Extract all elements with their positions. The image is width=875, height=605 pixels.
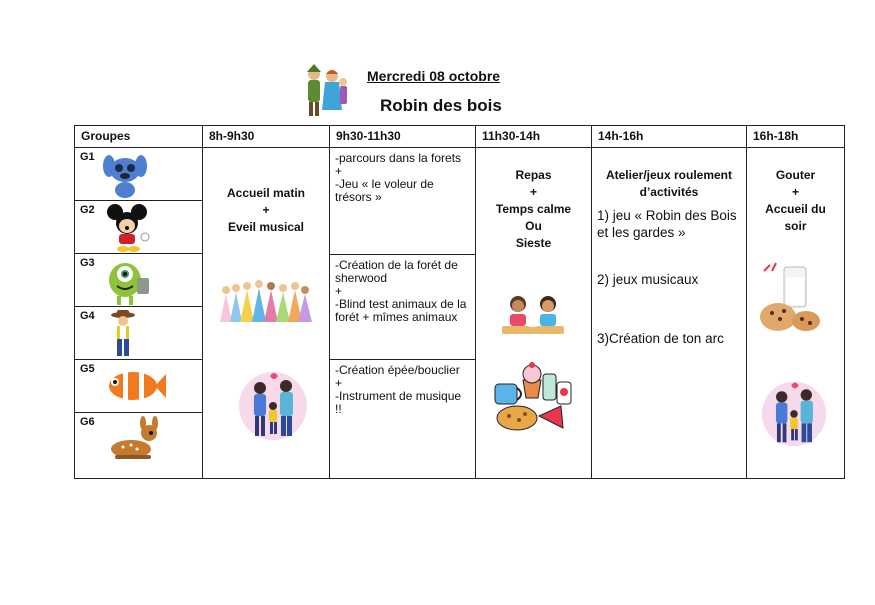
activity-list [592,201,746,347]
activity-line: Ou [525,219,542,233]
cell-11h30 [476,148,592,479]
schedule-table [74,125,845,479]
children-eating-icon [500,292,566,338]
activity-line: + [262,203,270,217]
activity-line: + [529,185,537,199]
activity-line: Temps calme [495,202,572,216]
activity-line: Eveil musical [227,220,305,234]
activity-block-3 [330,360,475,420]
activity-block-1 [330,148,475,255]
activity-item-1: 1) jeu « Robin des Bois et les gardes » [597,208,737,240]
robin-hood-characters-icon [296,62,352,118]
activity-line: + [335,164,343,178]
activity-line: -Blind test animaux de la forét + mîmes animaux [335,297,467,324]
body-row [75,148,845,479]
col-header-groupes: Groupes [75,126,203,148]
activity-line: -Création de la forét de sherwood [335,258,458,285]
cell-8h [203,148,330,479]
col-header-9h30: 9h30-11h30 [330,126,476,148]
cell-16h [747,148,845,479]
activity-line: Sieste [515,236,552,250]
theme-title: Robin des bois [380,96,502,115]
group-g6 [75,413,202,466]
activity-line: d’activités [639,185,699,199]
activity-line: + [335,376,343,390]
activity-line: Atelier/jeux roulement [605,168,733,182]
activity-block-2 [330,255,475,360]
mike-wazowski-icon [103,256,153,306]
cell-14h [592,148,747,479]
cell-9h30 [330,148,476,479]
activity-line: Repas [515,168,552,182]
group-label: G2 [80,204,95,216]
activity-line: -Création épée/bouclier [335,363,460,377]
activity-line: -Instrument de musique !! [335,389,462,416]
stitch-icon [103,150,147,198]
bambi-icon [103,415,167,465]
group-label: G4 [80,310,95,322]
milk-cookies-icon [758,261,834,337]
activity-line: -parcours dans la forets [335,151,462,165]
col-header-8h: 8h-9h30 [203,126,330,148]
activity-line: Accueil matin [226,186,306,200]
group-g5 [75,360,202,413]
group-label: G6 [80,416,95,428]
princesses-icon [218,276,314,324]
col-header-14h: 14h-16h [592,126,747,148]
activity-line: + [791,185,799,199]
activity-line: Accueil du [765,202,826,216]
nemo-icon [103,362,167,406]
family-icon [236,368,310,440]
group-g3 [75,254,202,307]
header-row [75,126,845,148]
group-label: G3 [80,257,95,269]
activity-line: + [335,284,343,298]
group-label: G1 [80,151,95,163]
activity-item-2: 2) jeux musicaux [597,272,699,287]
activity-item-3: 3)Création de ton arc [597,331,724,346]
family-icon [759,377,829,447]
group-g4 [75,307,202,360]
col-header-16h: 16h-18h [747,126,845,148]
activity-line: soir [784,219,807,233]
activity-line: Gouter [775,168,816,182]
date-heading: Mercredi 08 octobre [367,68,501,84]
group-label: G5 [80,363,95,375]
group-g2 [75,201,202,254]
snacks-icon [491,354,575,438]
group-g1 [75,148,202,201]
mickey-icon [103,203,153,253]
col-header-11h30: 11h30-14h [476,126,592,148]
woody-icon [103,309,143,359]
groups-cell [75,148,203,479]
activity-line: -Jeu « le voleur de trésors » [335,177,434,204]
